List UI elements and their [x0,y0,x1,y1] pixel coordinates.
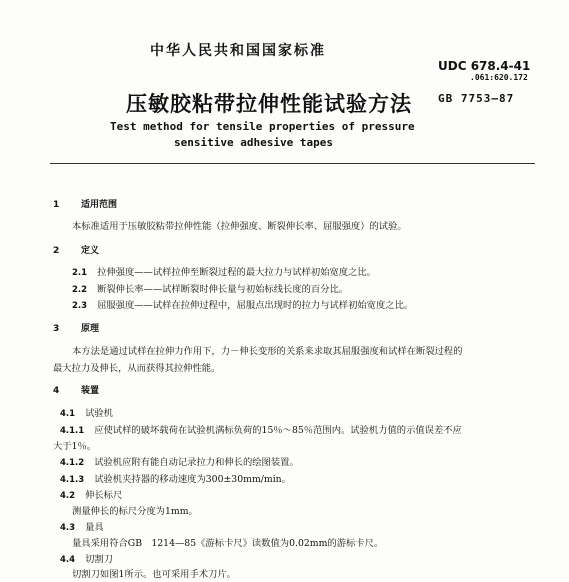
clause-text: 试验机应附有能自动记录拉力和伸长的绘图装置。 [94,457,299,468]
section-4-heading [53,383,99,396]
national-standard-heading: 中华人民共和国国家标准 [150,43,326,59]
clause-text: 屈服强度——试样在拉伸过程中，屈服点出现时的拉力与试样初始宽度之比。 [97,300,414,311]
header-divider [50,163,535,164]
section-3-text-line1: 本方法是通过试样在拉伸力作用下，力－伸长变形的关系来求取其屈服强度和试样在断裂过程的 [72,346,463,357]
clause-title: 伸长标尺 [85,490,123,501]
definition-2-3 [72,297,413,311]
clause-title: 量具 [85,522,104,533]
section-number: 1 [53,200,60,210]
clause-number: 2.1 [72,268,88,278]
section-1-heading [53,197,117,210]
definition-2-1 [72,264,376,278]
clause-4-1-3 [60,471,291,485]
section-number: 4 [53,386,60,396]
document-title-en-line2: sensitive adhesive tapes [174,136,333,149]
clause-text: 试验机 [85,408,113,419]
clause-4-4 [60,551,113,565]
section-title: 适用范围 [81,200,118,210]
udc-code-line1: UDC 678.4-41 [438,59,531,73]
clause-number: 2.2 [72,285,88,295]
clause-number: 4.2 [60,491,76,501]
section-3-text-line2: 最大拉力及伸长，从而获得其拉伸性能。 [53,363,221,374]
section-3-heading [53,321,99,334]
clause-4-2-text: 测量伸长的标尺分度为1mm。 [72,506,198,517]
clause-number: 4.4 [60,555,76,565]
definition-2-2 [72,281,348,295]
document-title-en-line1: Test method for tensile properties of pressure [110,120,415,133]
clause-number: 4.3 [60,523,76,533]
section-1-text: 本标准适用于压敏胶粘带拉伸性能（拉伸强度、断裂伸长率、屈服强度）的试验。 [72,221,407,232]
section-2-heading [53,243,99,256]
clause-number: 4.1 [60,409,76,419]
clause-4-1 [60,405,113,419]
clause-text: 断裂伸长率——试样断裂时伸长量与初始标线长度的百分比。 [97,284,349,295]
clause-text: 拉伸强度——试样拉伸至断裂过程的最大拉力与试样初始宽度之比。 [97,267,376,278]
clause-4-1-1-line2: 大于1％。 [53,441,97,452]
section-number: 3 [53,324,60,334]
clause-text: 应使试样的破坏载荷在试验机满标负荷的15％～85％范围内。试验机力值的示值误差不应 [94,425,462,436]
section-number: 2 [53,246,60,256]
clause-number: 4.1.3 [60,475,85,485]
udc-code-line2: .061:620.172 [470,73,528,82]
clause-number: 4.1.1 [60,426,85,436]
section-title: 装置 [81,386,100,396]
clause-4-2 [60,487,122,501]
clause-text: 试验机夹持器的移动速度为300±30mm/min。 [94,474,291,485]
clause-number: 4.1.2 [60,458,85,468]
section-title: 定义 [81,246,100,256]
clause-4-4-text: 切割刀如图1所示。也可采用手术刀片。 [72,569,236,580]
clause-4-1-1-line1 [60,422,462,436]
clause-number: 2.3 [72,301,88,311]
clause-4-1-2 [60,454,299,468]
clause-4-3-text: 量具采用符合GB 1214—85《游标卡尺》读数值为0.02mm的游标卡尺。 [72,538,384,549]
section-title: 原理 [81,324,100,334]
clause-4-3 [60,519,104,533]
gb-number: GB 7753—87 [438,92,515,105]
document-title-cn: 压敏胶粘带拉伸性能试验方法 [126,91,412,116]
clause-title: 切割刀 [85,554,113,565]
